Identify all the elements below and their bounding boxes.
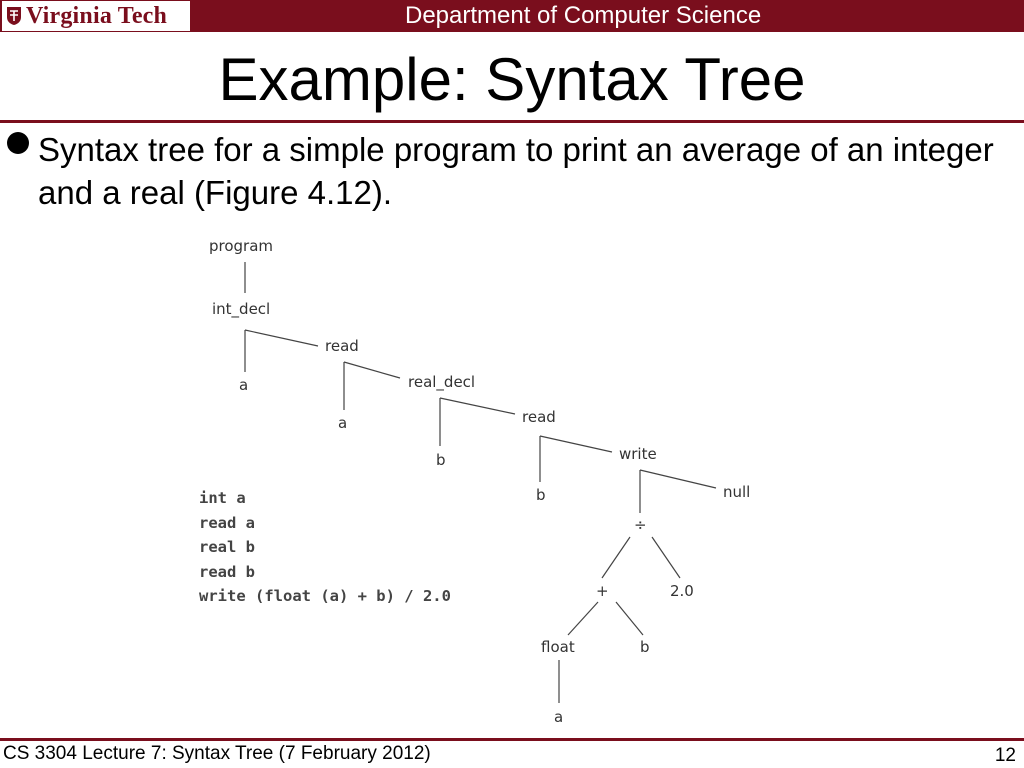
- footer-divider: [0, 738, 1024, 741]
- code-line: int a: [199, 489, 246, 507]
- tree-node-b: b: [536, 486, 546, 504]
- tree-node-read: read: [522, 408, 556, 426]
- tree-node-b: b: [436, 451, 446, 469]
- tree-node-b: b: [640, 638, 650, 656]
- tree-node-a: a: [338, 414, 348, 432]
- tree-node-read: read: [325, 337, 359, 355]
- bullet-text: Syntax tree for a simple program to print an average of an integer and a real (Figure 4.12).: [38, 131, 994, 211]
- footer-lecture-info: CS 3304 Lecture 7: Syntax Tree (7 February 2012): [3, 743, 431, 764]
- tree-node-a: a: [239, 376, 249, 394]
- code-line: write (float (a) + b) / 2.0: [199, 587, 451, 605]
- tree-nodes: [209, 237, 750, 726]
- tree-node-float: float: [541, 638, 575, 656]
- slide-number: 12: [994, 745, 1016, 766]
- slide-title: Example: Syntax Tree: [218, 46, 806, 113]
- tree-node-write: write: [619, 445, 657, 463]
- tree-node-divide: ÷: [634, 516, 647, 534]
- tree-node-int-decl: int_decl: [212, 300, 271, 318]
- tree-node-null: null: [723, 483, 751, 501]
- department-name: Department of Computer Science: [405, 2, 762, 29]
- tree-node-a: a: [554, 708, 564, 726]
- tree-node-constant: 2.0: [670, 582, 694, 600]
- code-line: read a: [199, 513, 255, 532]
- logo-text: Virginia Tech: [26, 2, 168, 29]
- tree-node-plus: +: [596, 582, 609, 600]
- code-line: read b: [199, 562, 255, 581]
- tree-edges: [245, 262, 716, 703]
- tree-node-program: program: [209, 237, 274, 255]
- tree-node-real-decl: real_decl: [408, 373, 476, 391]
- code-listing: [199, 486, 451, 609]
- code-line: real b: [199, 538, 255, 556]
